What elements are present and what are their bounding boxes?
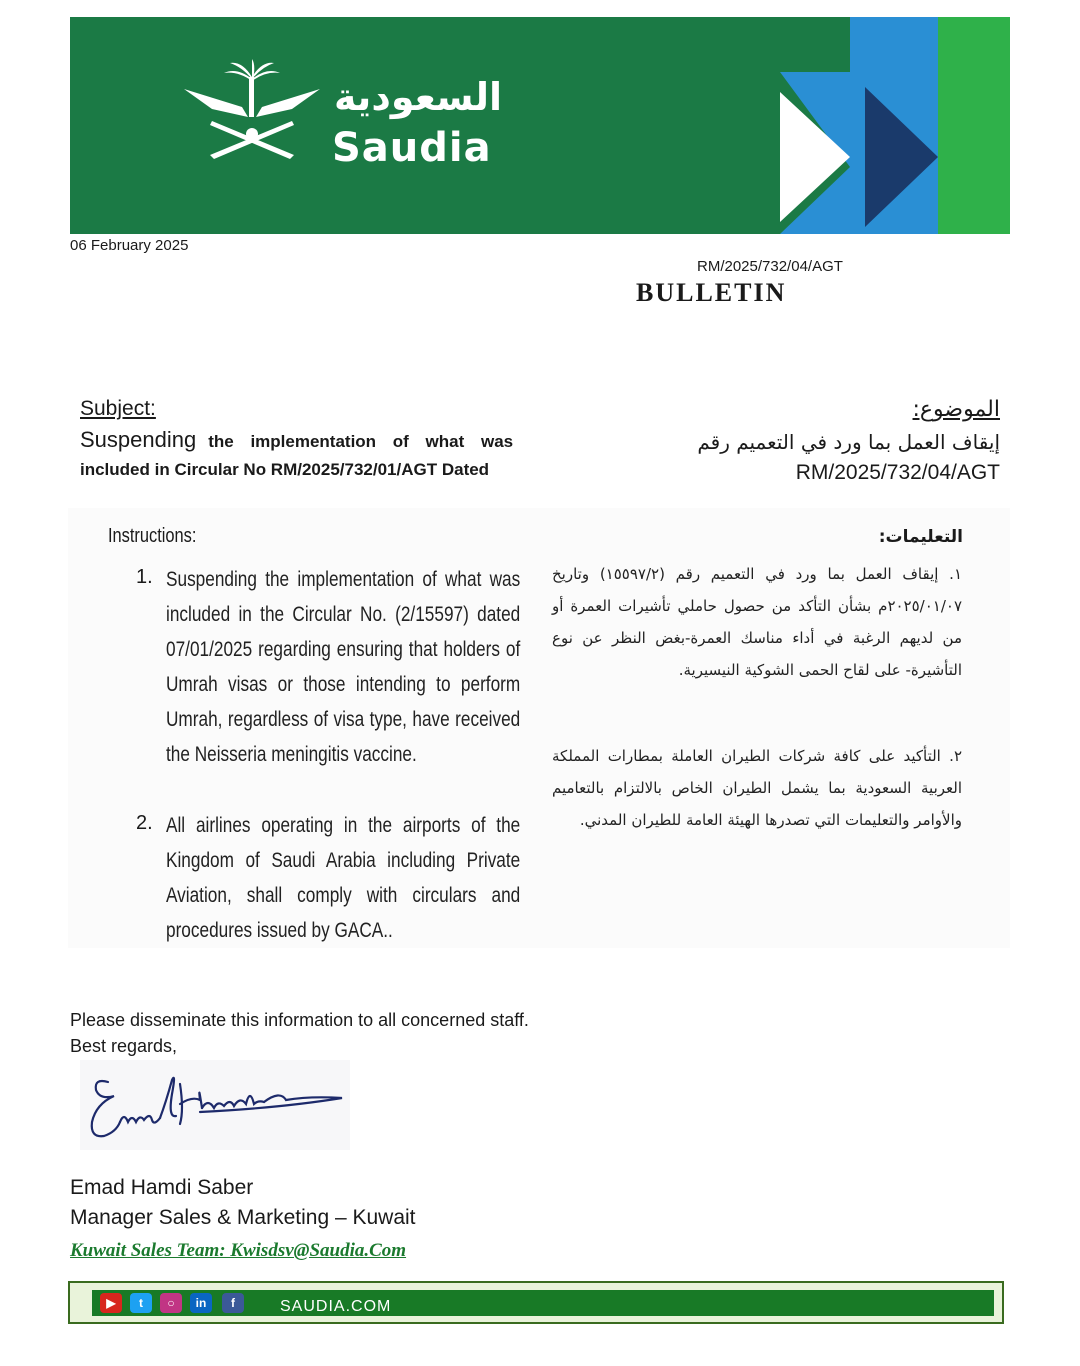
instruction-1-text: Suspending the implementation of what was included in the Circular No. (2/15597) dated 07/01/2025 regarding ensuring that holders of Umrah visas or those intending to perform Umrah, regardless of visa type, have received the Neisseria meningitis vaccine. — [166, 568, 521, 766]
header-banner — [70, 17, 1010, 234]
facebook-icon[interactable]: f — [222, 1293, 244, 1313]
closing-regards: Best regards, — [70, 1036, 178, 1056]
subject-label: Subject: — [80, 397, 156, 420]
subject-line-1 — [80, 427, 524, 453]
instruction-1-arabic-text: ١. إيقاف العمل بما ورد في التعميم رقم (١٥٥٩٧/٢) وتاريخ ٢٠٢٥/٠١/٠٧م بشأن التأكد من حصول حاملي تأشيرات العمرة أو من لديهم الرغبة في أداء مناسك العمرة-بغض النظر عن نوع التأشيرة- على لقاح الحمى الشوكية النيسيرية. — [552, 565, 962, 679]
document-type-title: BULLETIN — [636, 278, 787, 307]
subject-arabic-text: إيقاف العمل بما ورد في التعميم رقم — [697, 430, 1000, 454]
handwritten-signature — [80, 1060, 350, 1150]
sender-name: Emad Hamdi Saber — [70, 1176, 254, 1199]
instructions-label: Instructions: — [108, 525, 197, 547]
instagram-icon[interactable]: ○ — [160, 1293, 182, 1313]
logo-english-text: Saudia — [332, 125, 492, 171]
subject-line-1-rest: the implementation of what was — [208, 432, 514, 451]
subject-first-word: Suspending — [80, 427, 197, 452]
sender-title: Manager Sales & Marketing – Kuwait — [70, 1206, 416, 1229]
closing-dissemination-note: Please disseminate this information to all concerned staff. — [70, 1010, 529, 1030]
brand-arrow-graphic — [700, 17, 1010, 234]
saudia-emblem-icon — [182, 59, 322, 169]
team-email-link[interactable]: Kuwait Sales Team: Kwisdsv@Saudia.Com — [70, 1240, 407, 1261]
instructions-arabic-label: التعليمات: — [878, 527, 963, 547]
linkedin-icon[interactable]: in — [190, 1293, 212, 1313]
instruction-2-number: 2. — [136, 812, 153, 834]
subject-line-2: included in Circular No RM/2025/732/01/AGT Dated — [80, 460, 490, 479]
instruction-2-arabic-text: ٢. التأكيد على كافة شركات الطيران العاملة بمطارات المملكة العربية السعودية بما يشمل الطيران الخاص بالالتزام بالتعاميم والأوامر والتعليمات التي تصدرها الهيئة العامة للطيران المدني. — [552, 747, 962, 829]
reference-number: RM/2025/732/04/AGT — [697, 258, 843, 275]
instruction-2-text: All airlines operating in the airports of the Kingdom of Saudi Arabia including Private Aviation, shall comply with circulars and procedures issued by GACA.. — [166, 814, 521, 942]
instruction-1-number: 1. — [136, 566, 153, 588]
footer-website-link[interactable]: SAUDIA.COM — [280, 1298, 392, 1315]
subject-arabic-reference: RM/2025/732/04/AGT — [795, 461, 1000, 484]
subject-arabic-label: الموضوع: — [912, 397, 1000, 422]
twitter-icon[interactable]: t — [130, 1293, 152, 1313]
logo-arabic-text: السعودية — [334, 75, 503, 119]
youtube-icon[interactable]: ▶ — [100, 1293, 122, 1313]
bulletin-date: 06 February 2025 — [70, 237, 189, 254]
